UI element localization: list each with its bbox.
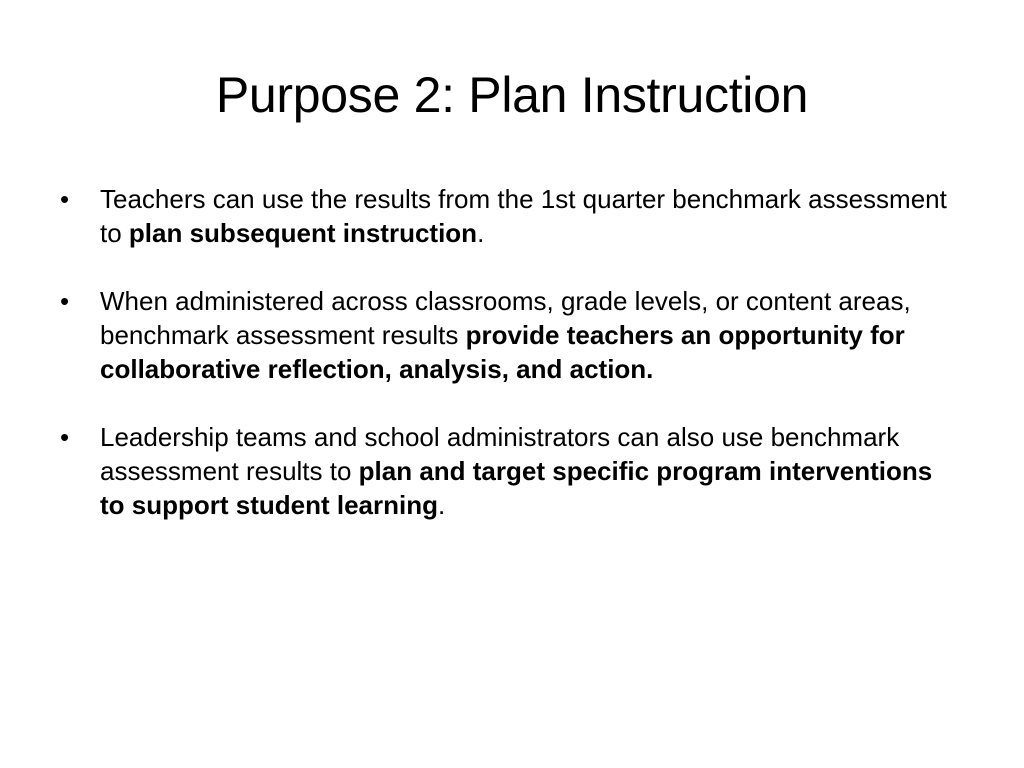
bullet-list <box>54 182 954 522</box>
bullet-icon: • <box>60 184 70 214</box>
bullet-text-end: . <box>438 490 446 520</box>
bullet-icon: • <box>60 422 70 452</box>
bullet-emphasis: plan subsequent instruction <box>128 218 478 248</box>
bullet-item-2 <box>54 284 954 386</box>
bullet-emphasis: plan and target specific program interventions to support student learning <box>100 456 933 520</box>
bullet-item-3 <box>54 420 954 522</box>
bullet-text-end: . <box>477 218 485 248</box>
bullet-text: When administered across classrooms, grade levels, or content areas, benchmark assessment results <box>100 286 911 350</box>
bullet-emphasis: provide teachers an opportunity for collaborative reflection, analysis, and action. <box>100 320 905 384</box>
bullet-text: Teachers can use the results from the 1st quarter benchmark assessment to <box>100 184 947 248</box>
bullet-text: Leadership teams and school administrators can also use benchmark assessment results to <box>100 422 900 486</box>
slide-title: Purpose 2: Plan Instruction <box>215 67 809 123</box>
bullet-item-1 <box>54 182 954 250</box>
bullet-icon: • <box>60 286 70 316</box>
